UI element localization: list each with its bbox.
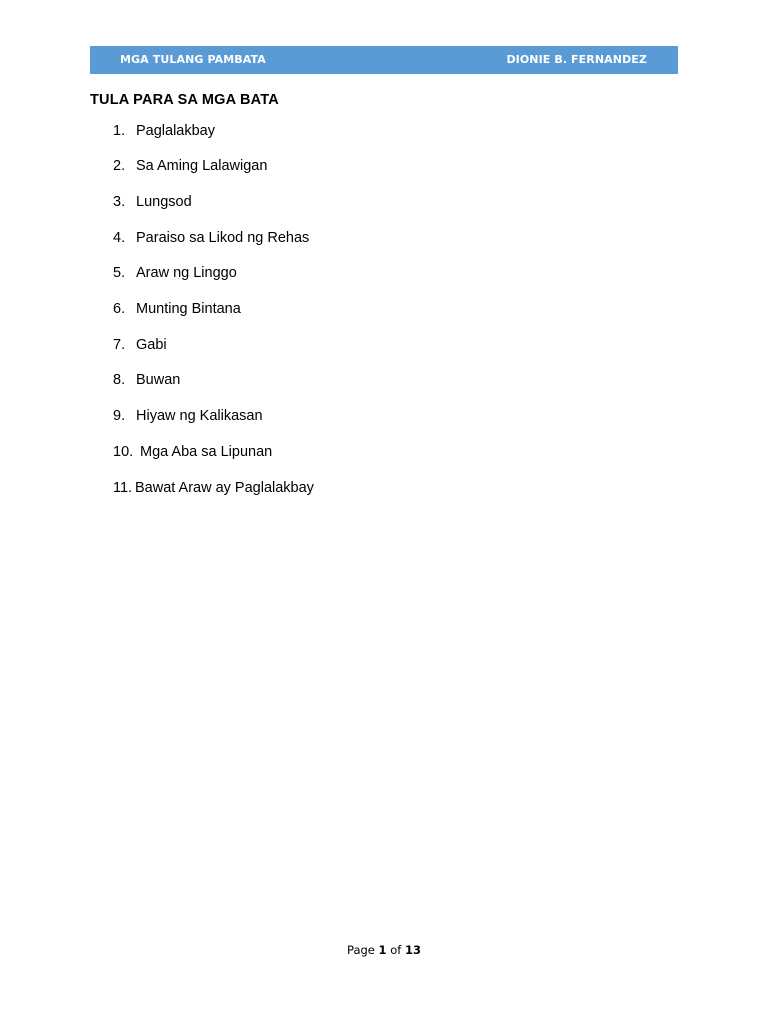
of-word: of: [390, 943, 402, 957]
list-item-label: Paraiso sa Likod ng Rehas: [136, 230, 310, 246]
list-item-number: 3.: [113, 194, 126, 210]
list-item-number: 4.: [113, 230, 126, 246]
list-item-number: 7.: [113, 337, 126, 353]
list-item-label: Araw ng Linggo: [136, 265, 237, 281]
list-item-label: Buwan: [136, 372, 181, 388]
page-footer: [0, 943, 768, 957]
document-title: TULA PARA SA MGA BATA: [90, 92, 279, 108]
list-item-label: Sa Aming Lalawigan: [136, 158, 268, 174]
list-item-label: Hiyaw ng Kalikasan: [136, 408, 263, 424]
list-item-label: Lungsod: [136, 194, 192, 210]
list-item-label: Gabi: [136, 337, 167, 353]
list-item-number: 6.: [113, 301, 126, 317]
list-item-number: 2.: [113, 158, 126, 174]
page-total: 13: [404, 943, 421, 957]
list-item-number: 9.: [113, 408, 126, 424]
list-item-number: 8.: [113, 372, 126, 388]
page-current: 1: [378, 943, 387, 957]
list-item-number: 10.: [113, 444, 134, 460]
list-item-label: Munting Bintana: [136, 301, 241, 317]
header-band: [90, 46, 678, 74]
page-word: Page: [347, 943, 375, 957]
list-item-number: 11.: [113, 480, 133, 496]
header-title: MGA TULANG PAMBATA: [120, 53, 266, 66]
list-item-number: 5.: [113, 265, 126, 281]
list-item-number: 1.: [113, 123, 126, 139]
header-author: DIONIE B. FERNANDEZ: [506, 53, 647, 66]
list-item-label: Mga Aba sa Lipunan: [140, 444, 273, 460]
list-item-label: Paglalakbay: [136, 123, 215, 139]
list-item-label: Bawat Araw ay Paglalakbay: [135, 480, 314, 496]
